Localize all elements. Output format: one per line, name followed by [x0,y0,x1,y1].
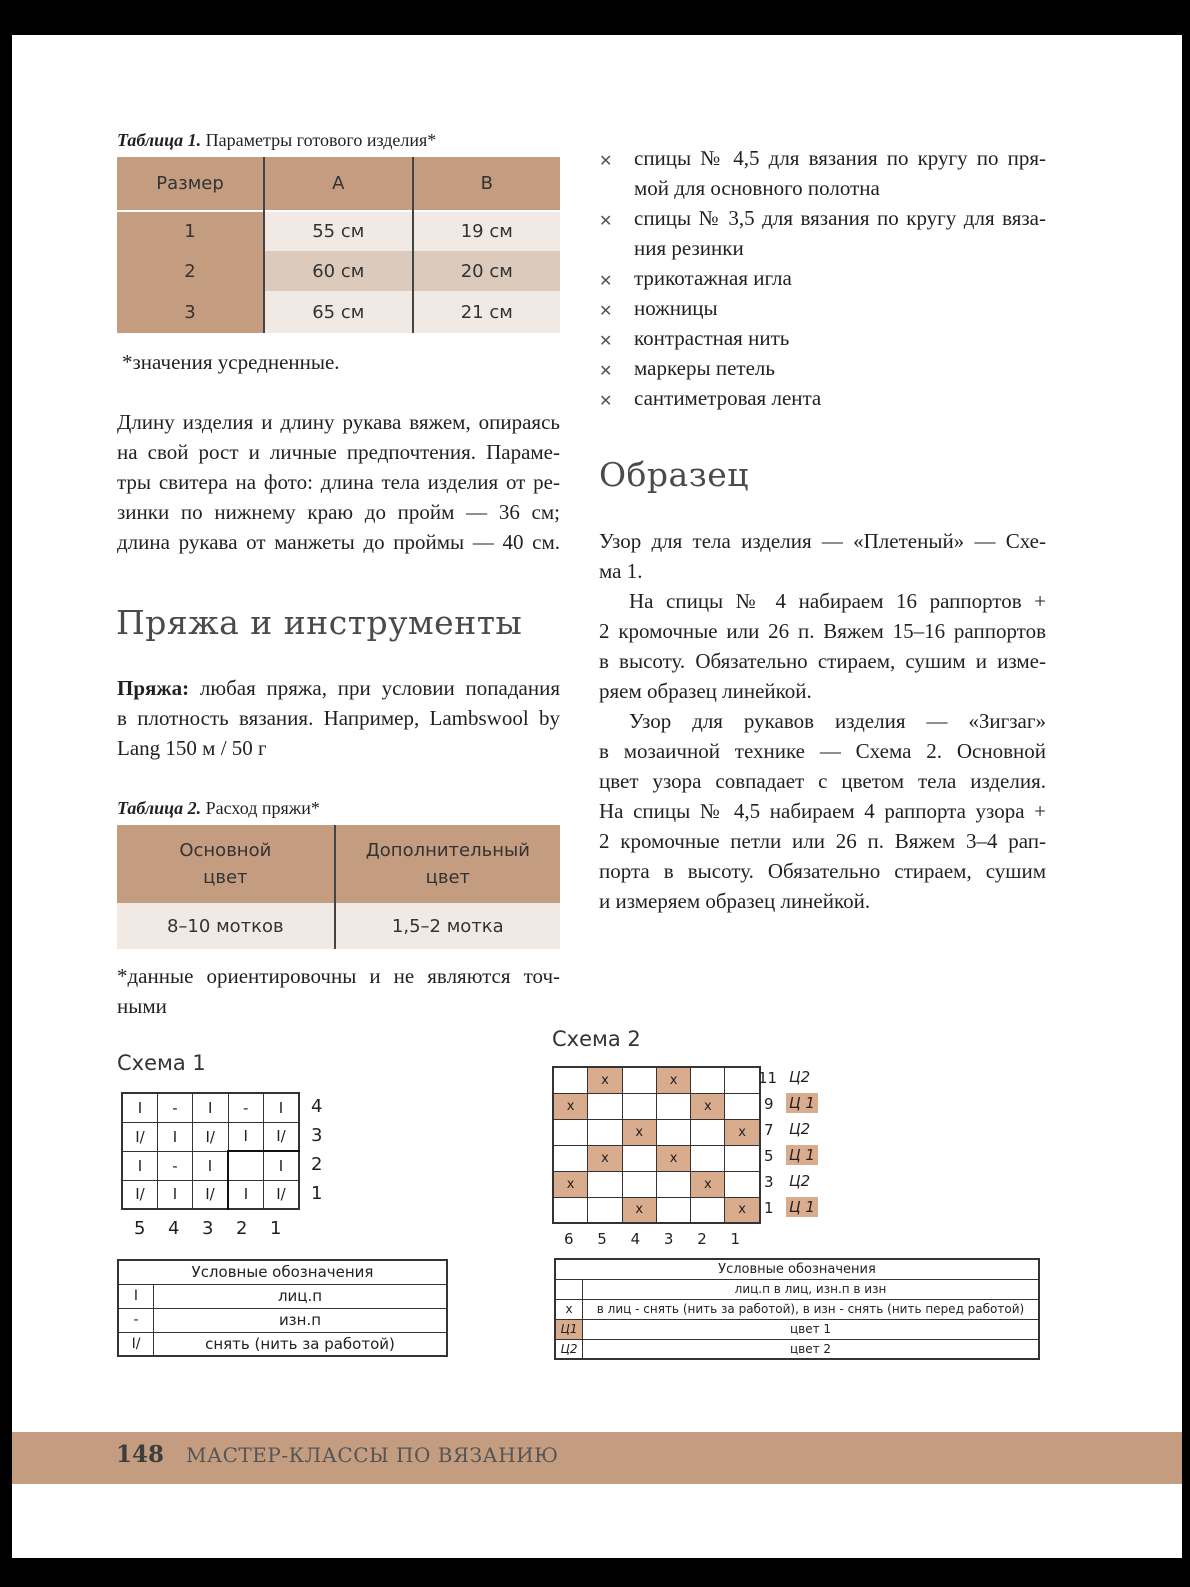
chart-cell: I/ [193,1122,229,1151]
row-color-label: Ц2 [789,1172,811,1190]
table1-cell: 55 см [264,211,412,251]
legend-row [555,1339,1039,1359]
scheme1-legend-title: Условные обозначения [118,1260,447,1284]
chart-cell: x [553,1171,588,1197]
table1-header-size: Размер [117,157,264,211]
chart-cell: I [228,1180,264,1209]
table2-header-main [117,825,335,903]
legend-symbol: I [118,1284,154,1308]
bullet-icon: ✕ [599,361,613,380]
yarn-text: любая пряжа, при условии попадания [189,676,560,700]
table1-cell: 20 см [413,251,561,291]
chart-cell [691,1197,725,1223]
scheme1-title: Схема 1 [117,1051,206,1075]
tool-item: спицы № 3,5 для вязания по кругу для вяза- [634,206,1046,230]
sample-line: порта в высоту. Обязательно стираем, сушим [599,859,1046,883]
chart-cell: - [158,1093,193,1122]
legend-text: изн.п [154,1308,448,1332]
tool-item: ния резинки [634,236,744,260]
chart-cell: I/ [122,1180,158,1209]
legend-symbol: Ц1 [555,1319,583,1339]
table2 [117,825,560,949]
chart-cell [725,1093,760,1119]
table2-header-extra-line: Дополнительный [365,840,530,861]
chart-cell: x [622,1197,656,1223]
sample-line: 2 кромочные петли или 26 п. Вяжем 3–4 рап- [599,829,1046,853]
table2-caption [117,798,320,819]
chart-cell [725,1067,760,1093]
bullet-icon: ✕ [599,391,613,410]
table1-row [117,291,560,333]
row-label: 4 [311,1096,323,1117]
chart-cell: I [193,1093,229,1122]
legend-row [555,1319,1039,1339]
legend-text: цвет 2 [583,1339,1040,1359]
sample-line: Узор для рукавов изделия — «Зигзаг» [629,709,1046,733]
tool-item: сантиметровая лента [634,386,822,410]
chart-cell: x [691,1171,725,1197]
col-label: 4 [630,1230,641,1248]
col-label: 2 [697,1230,707,1248]
intro-line: тры свитера на фото: длина тела изделия от ре- [117,470,560,494]
legend-text: снять (нить за работой) [154,1332,448,1356]
sample-line: 2 кромочные или 26 п. Вяжем 15–16 раппортов [599,619,1046,643]
chart-cell: x [588,1067,622,1093]
table1-note: *значения усредненные. [122,350,340,374]
legend-text: цвет 1 [583,1319,1040,1339]
table1-cell: 1 [117,211,264,251]
legend-row [118,1284,447,1308]
row-color-label: Ц2 [789,1120,811,1138]
chart-cell: I [158,1122,193,1151]
chart-cell [691,1119,725,1145]
table1-cell: 65 см [264,291,412,333]
table1 [117,157,560,333]
row-label: 11 [758,1069,778,1087]
col-label: 3 [202,1218,214,1239]
scheme1-legend [117,1259,448,1357]
chart-cell [691,1145,725,1171]
chart-cell [622,1171,656,1197]
chart-cell [553,1119,588,1145]
row-label: 1 [311,1183,323,1204]
chart-cell [553,1067,588,1093]
scheme2-legend [554,1258,1040,1360]
table2-header-extra [335,825,560,903]
chart-cell [553,1197,588,1223]
row-color-label: Ц 1 [786,1145,818,1165]
chart-cell [656,1171,690,1197]
table1-row [117,211,560,251]
tool-item: контрастная нить [634,326,790,350]
col-label: 6 [564,1230,574,1248]
chart-cell: I [122,1151,158,1180]
legend-row [555,1279,1039,1299]
page-footer [12,1432,1182,1484]
tool-item: мой для основного полотна [634,176,880,200]
sample-line: Узор для тела изделия — «Плетеный» — Схе- [599,529,1046,553]
legend-row [555,1299,1039,1319]
scheme2-legend-title: Условные обозначения [555,1259,1039,1279]
chart-cell: x [656,1145,690,1171]
table1-header-a: A [264,157,412,211]
sample-line: цвет узора совпадает с цветом тела изделия. [599,769,1046,793]
legend-text: лиц.п в лиц, изн.п в изн [583,1279,1040,1299]
scheme2-grid [552,1066,761,1224]
sample-line: ма 1. [599,559,643,583]
chart-cell: I [193,1151,229,1180]
legend-symbol: x [555,1299,583,1319]
table1-cell: 60 см [264,251,412,291]
chart-cell [588,1119,622,1145]
row-label: 5 [764,1147,774,1165]
table2-caption-text: Расход пряжи* [201,798,320,818]
scheme1-grid [121,1092,300,1210]
sample-line: На спицы № 4 набираем 16 раппортов + [629,589,1046,613]
table2-header-main-line: цвет [203,867,248,888]
col-label: 5 [597,1230,607,1248]
bullet-icon: ✕ [599,331,613,350]
intro-line: длина рукава от манжеты до проймы — 40 см. [117,530,560,554]
heading-yarn: Пряжа и инструменты [116,603,523,642]
table2-caption-label: Таблица 2. [117,798,202,818]
table1-cell: 21 см [413,291,561,333]
chart-cell: - [228,1093,264,1122]
legend-text: в лиц - снять (нить за работой), в изн - снять (нить перед работой) [583,1299,1040,1319]
row-label: 1 [764,1199,774,1217]
chart-cell: I [158,1180,193,1209]
row-label: 7 [764,1121,774,1139]
table2-note: *данные ориентировочны и не являются точ- [117,964,560,988]
bullet-icon: ✕ [599,301,613,320]
table2-cell: 1,5–2 мотка [391,915,504,937]
chart-cell: x [553,1093,588,1119]
col-label: 1 [270,1218,282,1239]
chart-cell [588,1171,622,1197]
chart-cell [691,1067,725,1093]
yarn-line: Lang 150 м / 50 г [117,736,267,760]
yarn-line [117,673,560,703]
sample-line: в высоту. Обязательно стираем, сушим и изме- [599,649,1046,673]
row-color-label: Ц 1 [786,1197,818,1217]
table1-cell: 19 см [413,211,561,251]
chart-cell [656,1093,690,1119]
chart-cell [228,1151,264,1180]
table1-caption-text: Параметры готового изделия* [201,130,437,150]
chart-cell: I [228,1122,264,1151]
col-label: 5 [134,1218,146,1239]
chart-cell [725,1171,760,1197]
row-label: 9 [764,1095,774,1113]
chart-cell: x [656,1067,690,1093]
chart-cell: x [691,1093,725,1119]
table1-row [117,251,560,291]
intro-line: Длину изделия и длину рукава вяжем, опираясь [117,410,560,434]
footer-section: МАСТЕР-КЛАССЫ ПО ВЯЗАНИЮ [186,1443,559,1467]
intro-line: зинки по нижнему краю до пройм — 36 см; [117,500,560,524]
chart-cell [622,1145,656,1171]
bullet-icon: ✕ [599,211,613,230]
chart-cell [656,1197,690,1223]
row-color-label: Ц2 [789,1068,811,1086]
table2-cell: 8–10 мотков [117,903,335,949]
chart-cell: I/ [193,1180,229,1209]
tool-item: трикотажная игла [634,266,792,290]
scheme2-title: Схема 2 [552,1027,641,1051]
chart-cell: - [158,1151,193,1180]
row-color-label: Ц 1 [786,1093,818,1113]
sample-line: и измеряем образец линейкой. [599,889,871,913]
chart-cell: I/ [122,1122,158,1151]
bullet-icon: ✕ [599,271,613,290]
chart-cell: x [725,1197,760,1223]
yarn-label: Пряжа: [117,676,190,700]
table2-header-extra-line: цвет [425,867,471,888]
table1-header-b: B [480,173,493,194]
legend-symbol: I/ [118,1332,154,1356]
col-label: 1 [730,1230,741,1248]
col-label: 3 [663,1230,674,1248]
sample-line: На спицы № 4,5 набираем 4 раппорта узора + [599,799,1046,823]
tool-item: маркеры петель [634,356,775,380]
chart-cell: I/ [264,1122,300,1151]
legend-text: лиц.п [154,1284,448,1308]
chart-cell: I [122,1093,158,1122]
legend-symbol: Ц2 [555,1339,583,1359]
bullet-icon: ✕ [599,151,613,170]
sample-line: в мозаичной технике — Схема 2. Основной [599,739,1046,763]
chart-cell: x [588,1145,622,1171]
chart-cell [622,1093,656,1119]
row-label: 3 [311,1125,323,1146]
page-number: 148 [116,1441,165,1468]
table2-row [117,903,560,949]
table1-cell: 3 [117,291,264,333]
table2-header-main-line: Основной [179,840,272,861]
tool-item: ножницы [634,296,718,320]
intro-line: на свой рост и личные предпочтения. Параме- [117,440,560,464]
col-label: 4 [168,1218,180,1239]
legend-symbol: - [118,1308,154,1332]
row-label: 2 [311,1154,323,1175]
tool-item: спицы № 4,5 для вязания по кругу по пря- [634,146,1046,170]
chart-cell [656,1119,690,1145]
chart-cell [622,1067,656,1093]
legend-row [118,1332,447,1356]
chart-cell [725,1145,760,1171]
chart-cell: x [622,1119,656,1145]
heading-sample: Образец [599,455,749,494]
page [12,35,1182,1558]
legend-row [118,1308,447,1332]
sample-line: ряем образец линейкой. [599,679,812,703]
chart-cell: I [264,1151,300,1180]
col-label: 2 [236,1218,248,1239]
chart-cell [588,1093,622,1119]
chart-cell [588,1197,622,1223]
chart-cell [553,1145,588,1171]
table1-cell: 2 [117,251,264,291]
table1-caption-label: Таблица 1. [117,130,202,150]
chart-cell: I [264,1093,300,1122]
chart-cell: x [725,1119,760,1145]
table2-note: ными [117,994,167,1018]
row-label: 3 [764,1173,774,1191]
table1-caption [117,130,436,151]
chart-cell: I/ [264,1180,300,1209]
yarn-line: в плотность вязания. Например, Lambswool by [117,706,560,730]
